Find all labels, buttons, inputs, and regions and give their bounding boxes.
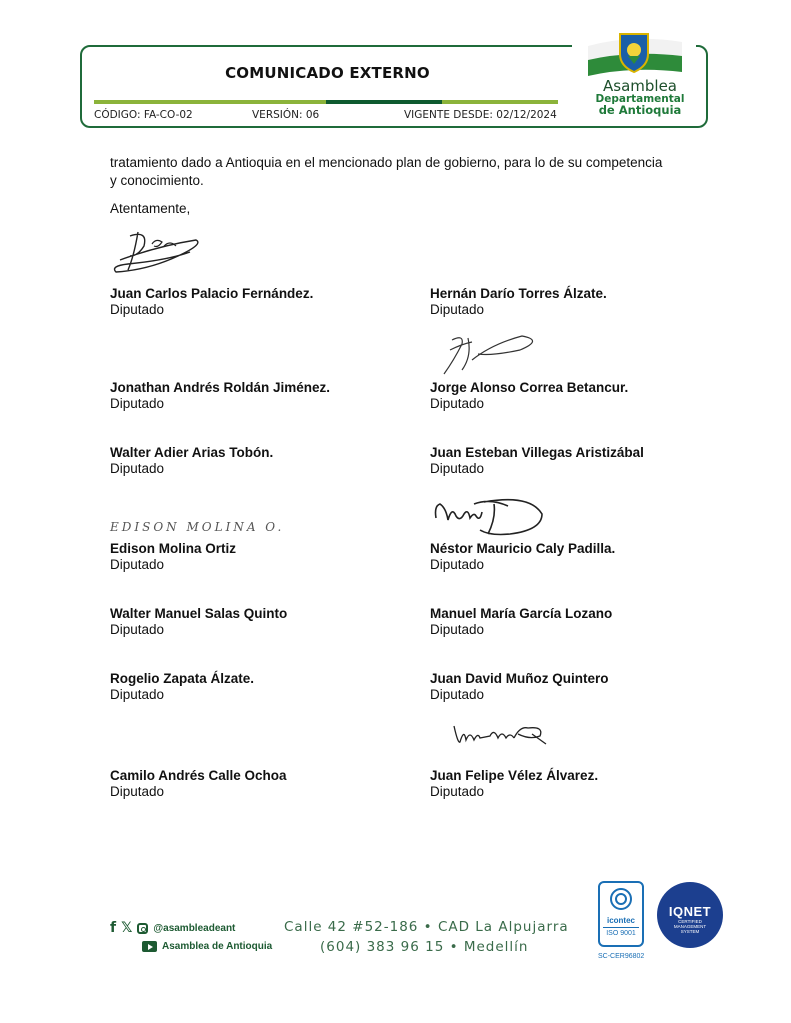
signer-name: Juan Esteban Villegas Aristizábal <box>430 445 644 460</box>
signer-role: Diputado <box>430 396 485 411</box>
signer-role: Diputado <box>430 687 485 702</box>
signer-block <box>430 671 609 703</box>
iso-label: ISO 9001 <box>603 927 639 937</box>
youtube-icon <box>142 941 157 952</box>
signature-velez <box>450 716 554 752</box>
signer-block <box>430 768 598 800</box>
signer-role: Diputado <box>110 687 165 702</box>
signer-role: Diputado <box>110 461 165 476</box>
signature-correa <box>432 330 544 376</box>
signer-block <box>110 445 273 477</box>
social-handle[interactable]: @asambleadeant <box>153 922 236 934</box>
signer-name: Walter Manuel Salas Quinto <box>110 606 288 621</box>
x-icon[interactable]: 𝕏 <box>121 920 133 936</box>
cert-code: SC-CER96802 <box>598 953 645 960</box>
logo-text <box>590 79 690 116</box>
signer-role: Diputado <box>110 622 165 637</box>
instagram-icon[interactable] <box>137 923 148 934</box>
signer-block <box>110 671 254 703</box>
iqnet-sub-3: SYSTEM <box>680 929 700 934</box>
footer-address: Calle 42 #52-186 • CAD La Alpujarra <box>284 919 569 935</box>
signer-role: Diputado <box>430 461 485 476</box>
signer-role: Diputado <box>430 622 485 637</box>
youtube-label: Asamblea de Antioquia <box>162 941 273 952</box>
iqnet-sub-2: MANAGEMENT <box>673 924 707 929</box>
signer-role: Diputado <box>430 302 485 317</box>
logo-line-1: Asamblea <box>603 77 677 95</box>
icontec-seal <box>598 881 644 947</box>
document-version: VERSIÓN: 06 <box>252 109 320 121</box>
body-paragraph-line-1: tratamiento dado a Antioquia en el mencionado plan de gobierno, para lo de su competencia <box>110 155 663 170</box>
signer-name: Camilo Andrés Calle Ochoa <box>110 768 287 783</box>
signer-name: Hernán Darío Torres Álzate. <box>430 286 607 301</box>
signer-block <box>110 768 287 800</box>
social-links <box>110 920 235 936</box>
signer-block <box>110 606 287 638</box>
facebook-icon[interactable]: f <box>110 920 117 936</box>
logo-line-3: de Antioquia <box>598 102 682 117</box>
logo-line-2: Departamental <box>595 93 685 105</box>
antioquia-flag-icon <box>572 32 696 82</box>
signer-block <box>430 380 628 412</box>
signer-block <box>110 380 330 412</box>
closing-salutation: Atentamente, <box>110 201 191 216</box>
signer-block <box>110 541 236 573</box>
header-divider <box>94 100 558 104</box>
signer-name: Manuel María García Lozano <box>430 606 613 621</box>
signer-role: Diputado <box>110 784 165 799</box>
signer-name: Jorge Alonso Correa Betancur. <box>430 380 629 395</box>
signer-role: Diputado <box>110 302 165 317</box>
icontec-label: icontec <box>606 916 635 925</box>
signature-palacio <box>108 226 208 284</box>
iqnet-seal <box>657 882 723 948</box>
signer-name: Rogelio Zapata Álzate. <box>110 671 255 686</box>
icontec-logo-icon <box>608 887 634 911</box>
signature-caly <box>430 494 550 540</box>
signer-name: Juan Felipe Vélez Álvarez. <box>430 768 599 783</box>
signature-molina-handwritten: EDISON MOLINA O. <box>110 520 285 534</box>
body-paragraph-line-2: y conocimiento. <box>110 173 204 188</box>
signer-block <box>110 286 313 318</box>
signer-name: Juan Carlos Palacio Fernández. <box>110 286 314 301</box>
youtube-link[interactable] <box>142 941 272 952</box>
signer-role: Diputado <box>430 784 485 799</box>
signer-name: Néstor Mauricio Caly Padilla. <box>430 541 616 556</box>
document-valid-from: VIGENTE DESDE: 02/12/2024 <box>404 109 557 121</box>
signer-name: Jonathan Andrés Roldán Jiménez. <box>110 380 331 395</box>
document-title: COMUNICADO EXTERNO <box>225 64 430 82</box>
document-code: CÓDIGO: FA-CO-02 <box>94 109 193 121</box>
signer-role: Diputado <box>110 396 165 411</box>
iqnet-sub-1: CERTIFIED <box>678 919 702 924</box>
signer-block <box>430 606 612 638</box>
signer-block <box>430 541 615 573</box>
signer-name: Juan David Muñoz Quintero <box>430 671 609 686</box>
signer-block <box>430 286 607 318</box>
signer-role: Diputado <box>430 557 485 572</box>
signer-block <box>430 445 644 477</box>
footer-phone-city: (604) 383 96 15 • Medellín <box>320 939 529 955</box>
signer-role: Diputado <box>110 557 165 572</box>
signer-name: Walter Adier Arias Tobón. <box>110 445 274 460</box>
iqnet-label: IQNET <box>668 904 712 919</box>
signer-name: Edison Molina Ortiz <box>110 541 237 556</box>
